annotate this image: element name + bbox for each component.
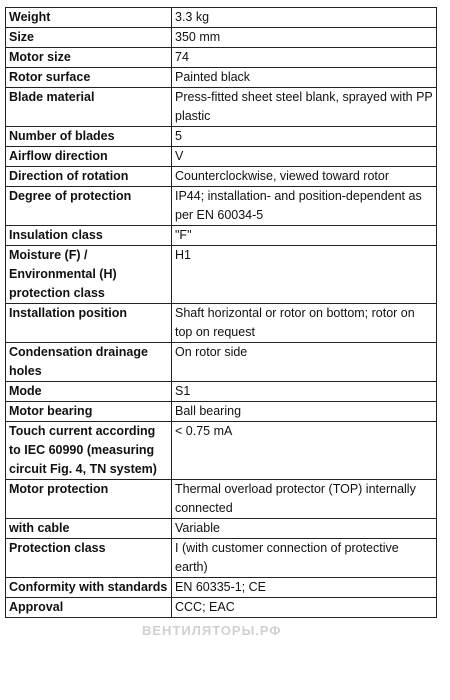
specification-table	[5, 7, 437, 618]
spec-value: "F"	[172, 226, 437, 246]
table-row	[6, 226, 437, 246]
spec-label: Installation position	[6, 304, 172, 343]
table-row	[6, 598, 437, 618]
spec-value: V	[172, 147, 437, 167]
spec-value: 3.3 kg	[172, 8, 437, 28]
spec-label: Degree of protection	[6, 187, 172, 226]
spec-label: Touch current according to IEC 60990 (measuring circuit Fig. 4, TN system)	[6, 422, 172, 480]
spec-label: Rotor surface	[6, 68, 172, 88]
spec-label: Moisture (F) / Environmental (H) protection class	[6, 246, 172, 304]
spec-label: Blade material	[6, 88, 172, 127]
spec-value: 74	[172, 48, 437, 68]
spec-label: Motor size	[6, 48, 172, 68]
spec-value: IP44; installation- and position-dependent as per EN 60034-5	[172, 187, 437, 226]
table-row	[6, 343, 437, 382]
spec-label: Conformity with standards	[6, 578, 172, 598]
spec-value: Shaft horizontal or rotor on bottom; rotor on top on request	[172, 304, 437, 343]
spec-value: H1	[172, 246, 437, 304]
spec-value: Counterclockwise, viewed toward rotor	[172, 167, 437, 187]
spec-value: 350 mm	[172, 28, 437, 48]
table-row	[6, 422, 437, 480]
table-row	[6, 48, 437, 68]
spec-value: Variable	[172, 519, 437, 539]
spec-value: EN 60335-1; CE	[172, 578, 437, 598]
spec-label: Weight	[6, 8, 172, 28]
spec-label: Direction of rotation	[6, 167, 172, 187]
spec-value: CCC; EAC	[172, 598, 437, 618]
table-row	[6, 382, 437, 402]
table-row	[6, 246, 437, 304]
table-row	[6, 578, 437, 598]
spec-value: < 0.75 mA	[172, 422, 437, 480]
table-row	[6, 519, 437, 539]
spec-value: Painted black	[172, 68, 437, 88]
spec-label: Condensation drainage holes	[6, 343, 172, 382]
spec-label: Insulation class	[6, 226, 172, 246]
spec-value: 5	[172, 127, 437, 147]
spec-label: Airflow direction	[6, 147, 172, 167]
spec-value: On rotor side	[172, 343, 437, 382]
spec-label: Motor protection	[6, 480, 172, 519]
table-row	[6, 539, 437, 578]
table-row	[6, 187, 437, 226]
spec-label: Mode	[6, 382, 172, 402]
watermark: ВЕНТИЛЯТОРЫ.РФ	[142, 623, 282, 638]
spec-label: Size	[6, 28, 172, 48]
spec-label: Motor bearing	[6, 402, 172, 422]
spec-value: Thermal overload protector (TOP) internally connected	[172, 480, 437, 519]
table-row	[6, 88, 437, 127]
table-row	[6, 402, 437, 422]
spec-value: Press-fitted sheet steel blank, sprayed with PP plastic	[172, 88, 437, 127]
table-row	[6, 304, 437, 343]
table-row	[6, 147, 437, 167]
table-row	[6, 68, 437, 88]
table-row	[6, 480, 437, 519]
spec-label: with cable	[6, 519, 172, 539]
table-row	[6, 28, 437, 48]
table-row	[6, 127, 437, 147]
table-row	[6, 167, 437, 187]
spec-label: Protection class	[6, 539, 172, 578]
spec-label: Number of blades	[6, 127, 172, 147]
table-row	[6, 8, 437, 28]
spec-label: Approval	[6, 598, 172, 618]
spec-value: Ball bearing	[172, 402, 437, 422]
spec-value: I (with customer connection of protective earth)	[172, 539, 437, 578]
spec-value: S1	[172, 382, 437, 402]
